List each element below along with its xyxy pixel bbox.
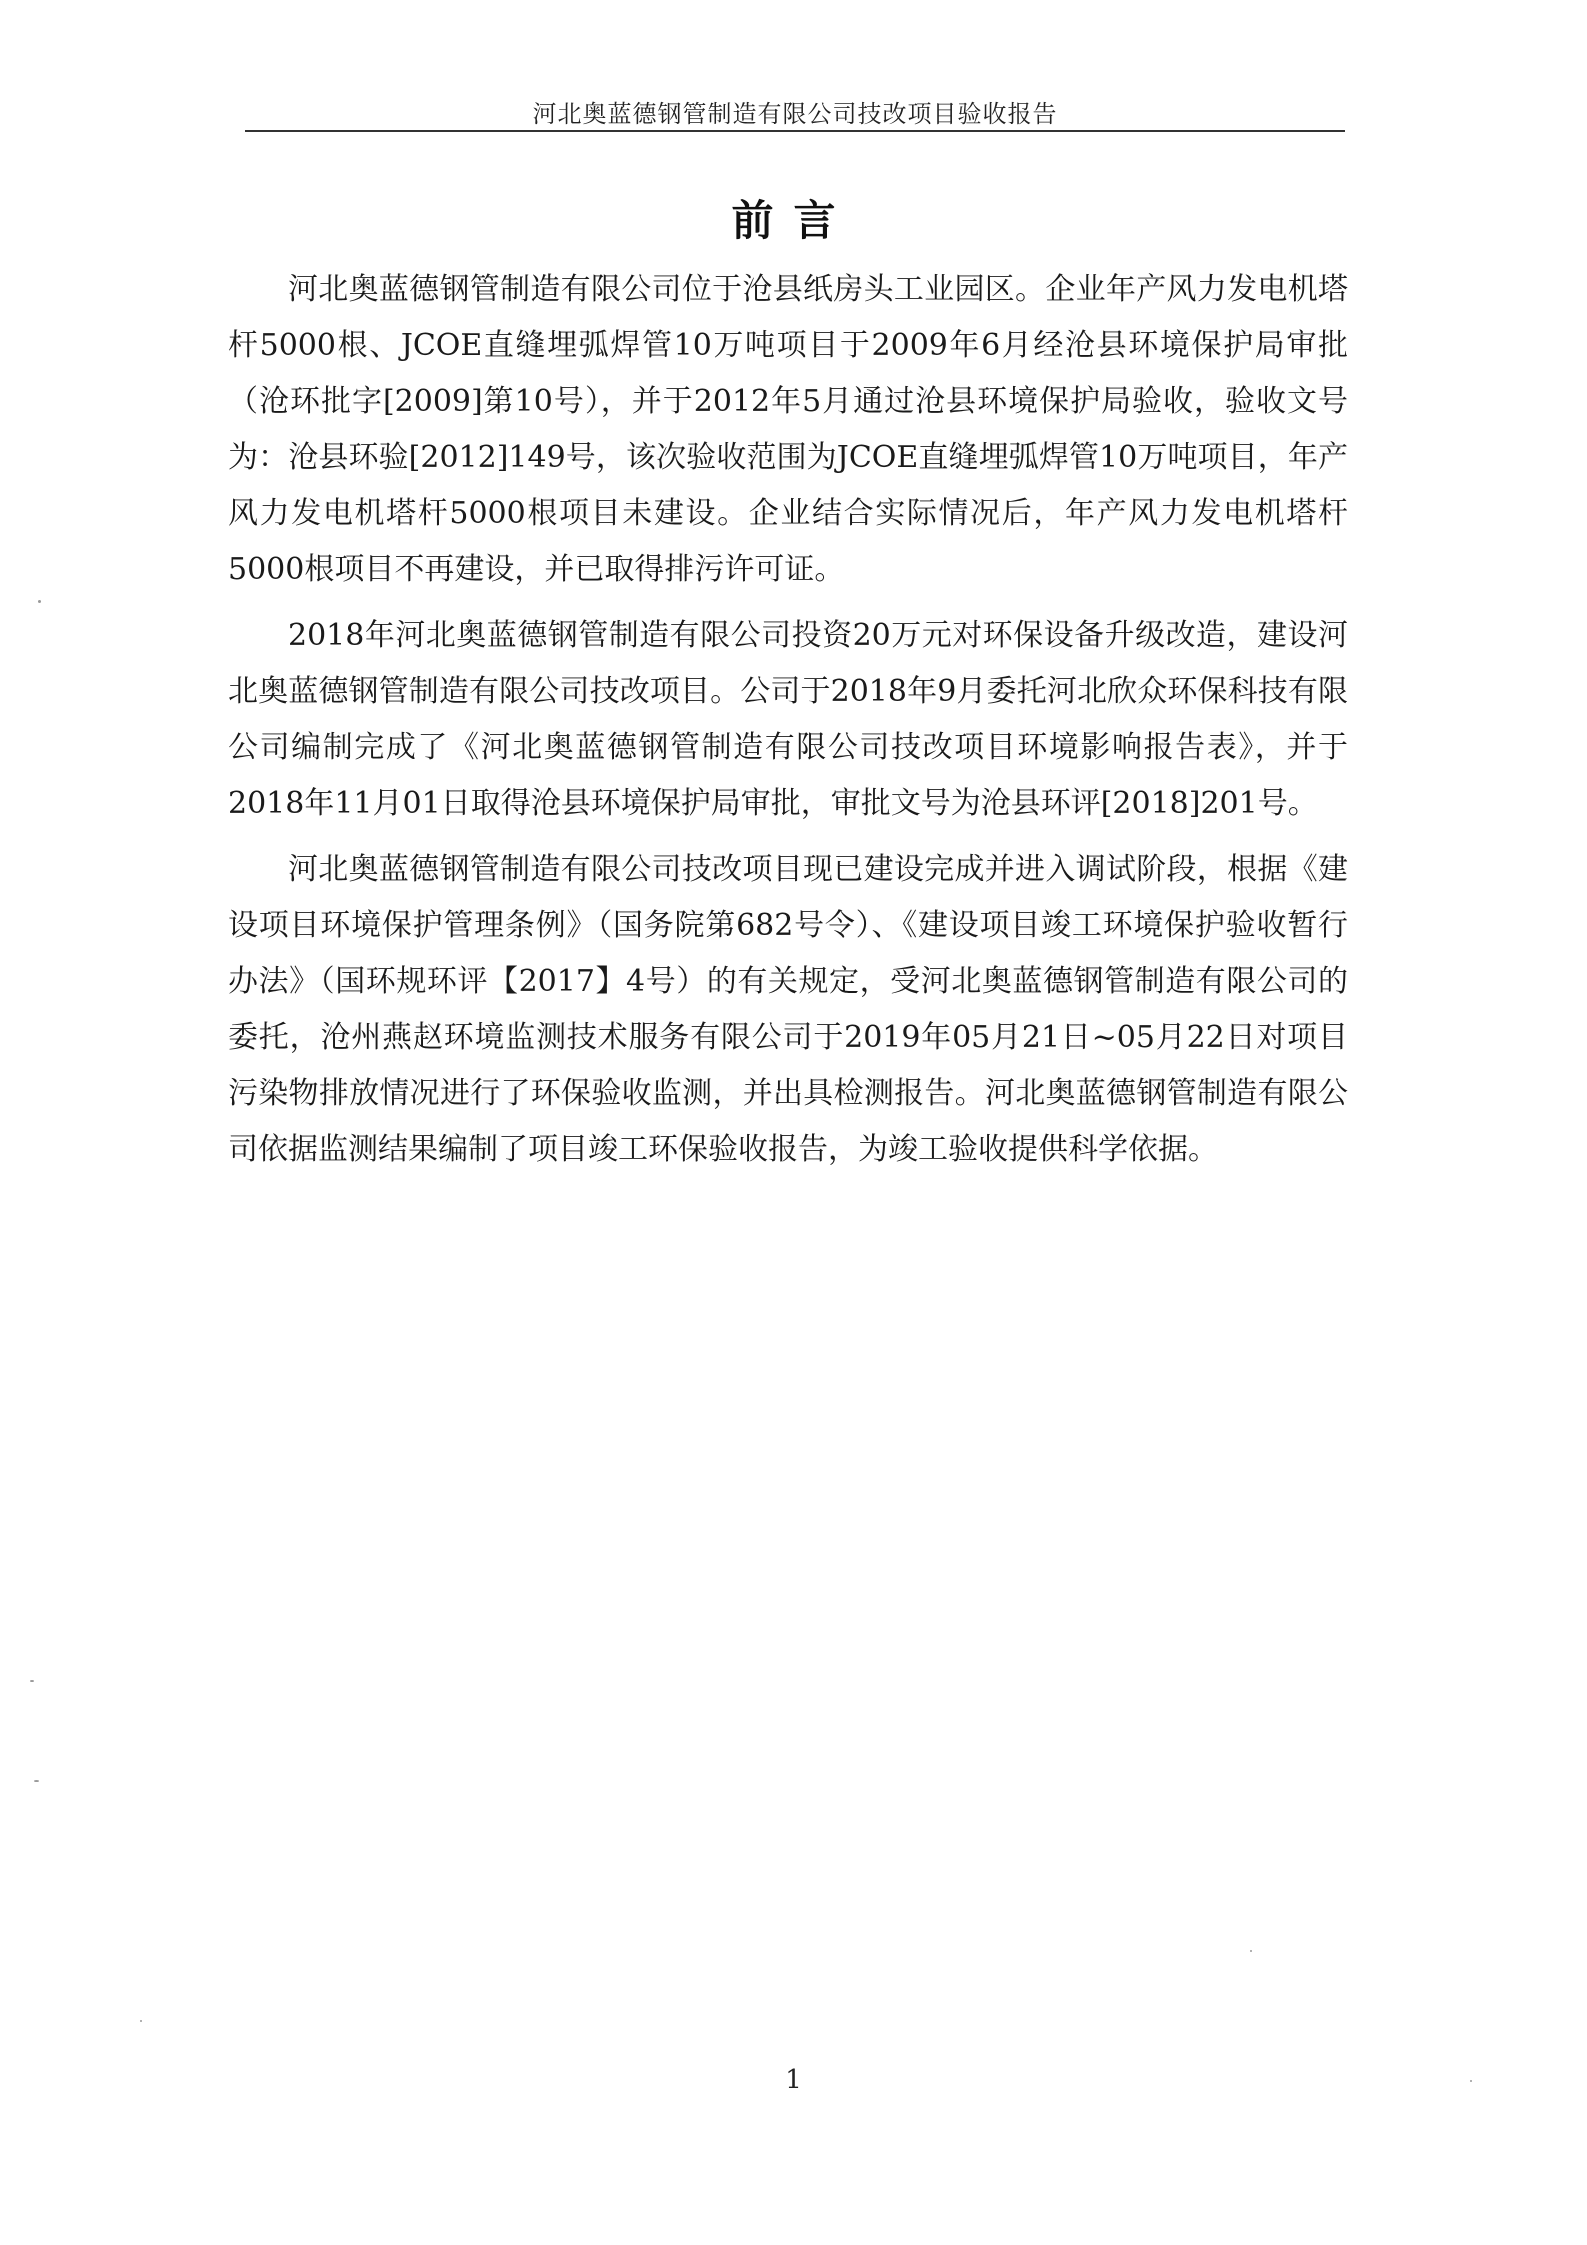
- scan-speck: [1250, 1950, 1252, 1952]
- page-title: 前言: [731, 196, 856, 245]
- paragraph-3: 河北奥蓝德钢管制造有限公司技改项目现已建设完成并进入调试阶段，根据《建设项目环境保护管理条例》（国务院第682号令）、《建设项目竣工环境保护验收暂行办法》（国环规环评【2017】4号）的有关规定，受河北奥蓝德钢管制造有限公司的委托，沧州燕赵环境监测技术服务有限公司于2019年05月21日~05月22日对项目污染物排放情况进行了环保验收监测，并出具检测报告。河北奥蓝德钢管制造有限公司依据监测结果编制了项目竣工环保验收报告，为竣工验收提供科学依据。: [228, 852, 1348, 1167]
- body-text: [228, 262, 1348, 1178]
- scan-speck: [140, 2020, 142, 2022]
- header-rule: [245, 130, 1345, 132]
- page-number: 1: [785, 2065, 802, 2095]
- scan-speck: [38, 600, 41, 603]
- scan-speck: [30, 1680, 34, 1682]
- running-header: 河北奥蓝德钢管制造有限公司技改项目验收报告: [532, 100, 1058, 128]
- scan-speck: [34, 1780, 39, 1782]
- paragraph-2: 2018年河北奥蓝德钢管制造有限公司投资20万元对环保设备升级改造，建设河北奥蓝德钢管制造有限公司技改项目。公司于2018年9月委托河北欣众环保科技有限公司编制完成了《河北奥蓝德钢管制造有限公司技改项目环境影响报告表》，并于2018年11月01日取得沧县环境保护局审批，审批文号为沧县环评[2018]201号。: [228, 618, 1348, 821]
- paragraph-1: 河北奥蓝德钢管制造有限公司位于沧县纸房头工业园区。企业年产风力发电机塔杆5000根、JCOE直缝埋弧焊管10万吨项目于2009年6月经沧县环境保护局审批（沧环批字[2009]第10号），并于2012年5月通过沧县环境保护局验收，验收文号为：沧县环验[2012]149号，该次验收范围为JCOE直缝埋弧焊管10万吨项目，年产风力发电机塔杆5000根项目未建设。企业结合实际情况后，年产风力发电机塔杆5000根项目不再建设，并已取得排污许可证。: [228, 272, 1348, 587]
- scan-speck: [1470, 2080, 1472, 2082]
